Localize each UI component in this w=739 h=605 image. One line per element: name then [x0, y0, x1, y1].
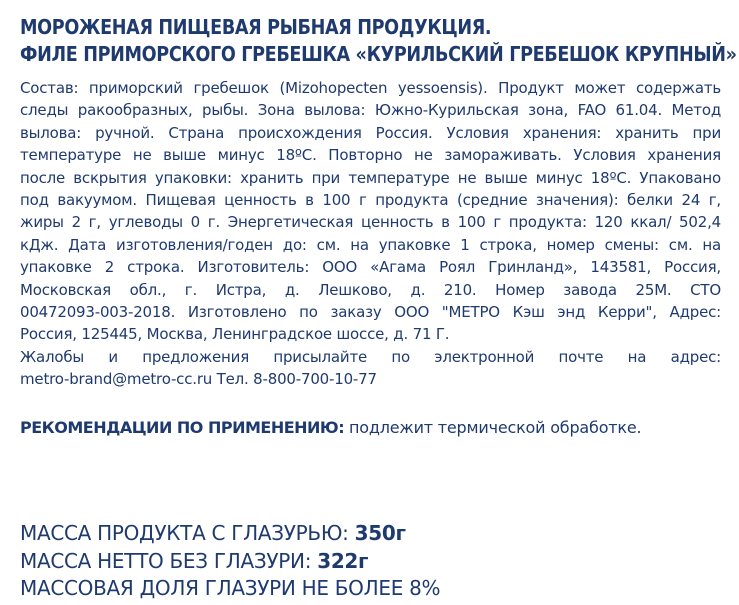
- composition-line: после вскрытия упаковки: хранить при температуре не выше минус 18ºС. Упаковано: [20, 168, 721, 187]
- composition-line: под вакуумом. Пищевая ценность в 100 г продукта (средние значения): белки 24 г,: [20, 191, 721, 210]
- composition-block: [20, 77, 721, 391]
- composition-line: вылова: ручной. Страна происхождения Россия. Условия хранения: хранить при: [20, 123, 721, 142]
- recommendation-label: РЕКОМЕНДАЦИИ ПО ПРИМЕНЕНИЮ:: [20, 417, 345, 437]
- glazed-mass-label: МАССА ПРОДУКТА С ГЛАЗУРЬЮ:: [20, 521, 355, 545]
- glazed-mass-row: [20, 520, 440, 548]
- composition-line: Состав: приморский гребешок (Mizohopecten yessoensis). Продукт может содержать: [20, 79, 721, 97]
- net-mass-row: [20, 548, 440, 576]
- product-title-line-2: ФИЛЕ ПРИМОРСКОГО ГРЕБЕШКА «КУРИЛЬСКИЙ ГРЕБЕШОК КРУПНЫЙ»: [20, 42, 737, 66]
- contact-line: metro-brand@metro-cc.ru Тел. 8-800-700-10-77: [20, 370, 377, 389]
- mass-block: [20, 520, 440, 603]
- glaze-share-row: МАССОВАЯ ДОЛЯ ГЛАЗУРИ НЕ БОЛЕЕ 8%: [20, 576, 441, 600]
- composition-line: Московская обл., г. Истра, д. Лешково, д. 210. Номер завода 25М. СТО: [20, 280, 721, 299]
- usage-recommendation: [20, 417, 721, 439]
- composition-line: Россия, 125445, Москва, Ленинградское шоссе, д. 71 Г.: [20, 325, 450, 344]
- composition-line: температуре не выше минус 18ºС. Повторно не замораживать. Условия хранения: [20, 146, 721, 165]
- net-mass-value: 322г: [317, 548, 369, 573]
- composition-line: 00472093-003-2018. Изготовлено по заказу ООО "МЕТРО Кэш энд Керри", Адрес:: [20, 303, 721, 322]
- recommendation-text: подлежит термической обработке.: [344, 417, 642, 437]
- net-mass-label: МАССА НЕТТО БЕЗ ГЛАЗУРИ:: [20, 548, 318, 573]
- product-title: [20, 14, 737, 68]
- composition-line: упаковке 2 строка. Изготовитель: ООО «Агама Роял Гринланд», 143581, Россия,: [20, 258, 721, 277]
- product-title-line-1: МОРОЖЕНАЯ ПИЩЕВАЯ РЫБНАЯ ПРОДУКЦИЯ.: [20, 15, 492, 39]
- composition-line: следы ракообразных, рыбы. Зона вылова: Южно-Курильская зона, FAO 61.04. Метод: [20, 101, 721, 120]
- composition-line: жиры 2 г, углеводы 0 г. Энергетическая ценность в 100 г продукта: 120 ккал/ 502,4: [20, 213, 721, 232]
- glazed-mass-value: 350г: [354, 521, 406, 545]
- complaints-line: Жалобы и предложения присылайте по электронной почте на адрес:: [20, 347, 721, 366]
- composition-line: кДж. Дата изготовления/годен до: см. на упаковке 1 строка, номер смены: см. на: [20, 235, 721, 254]
